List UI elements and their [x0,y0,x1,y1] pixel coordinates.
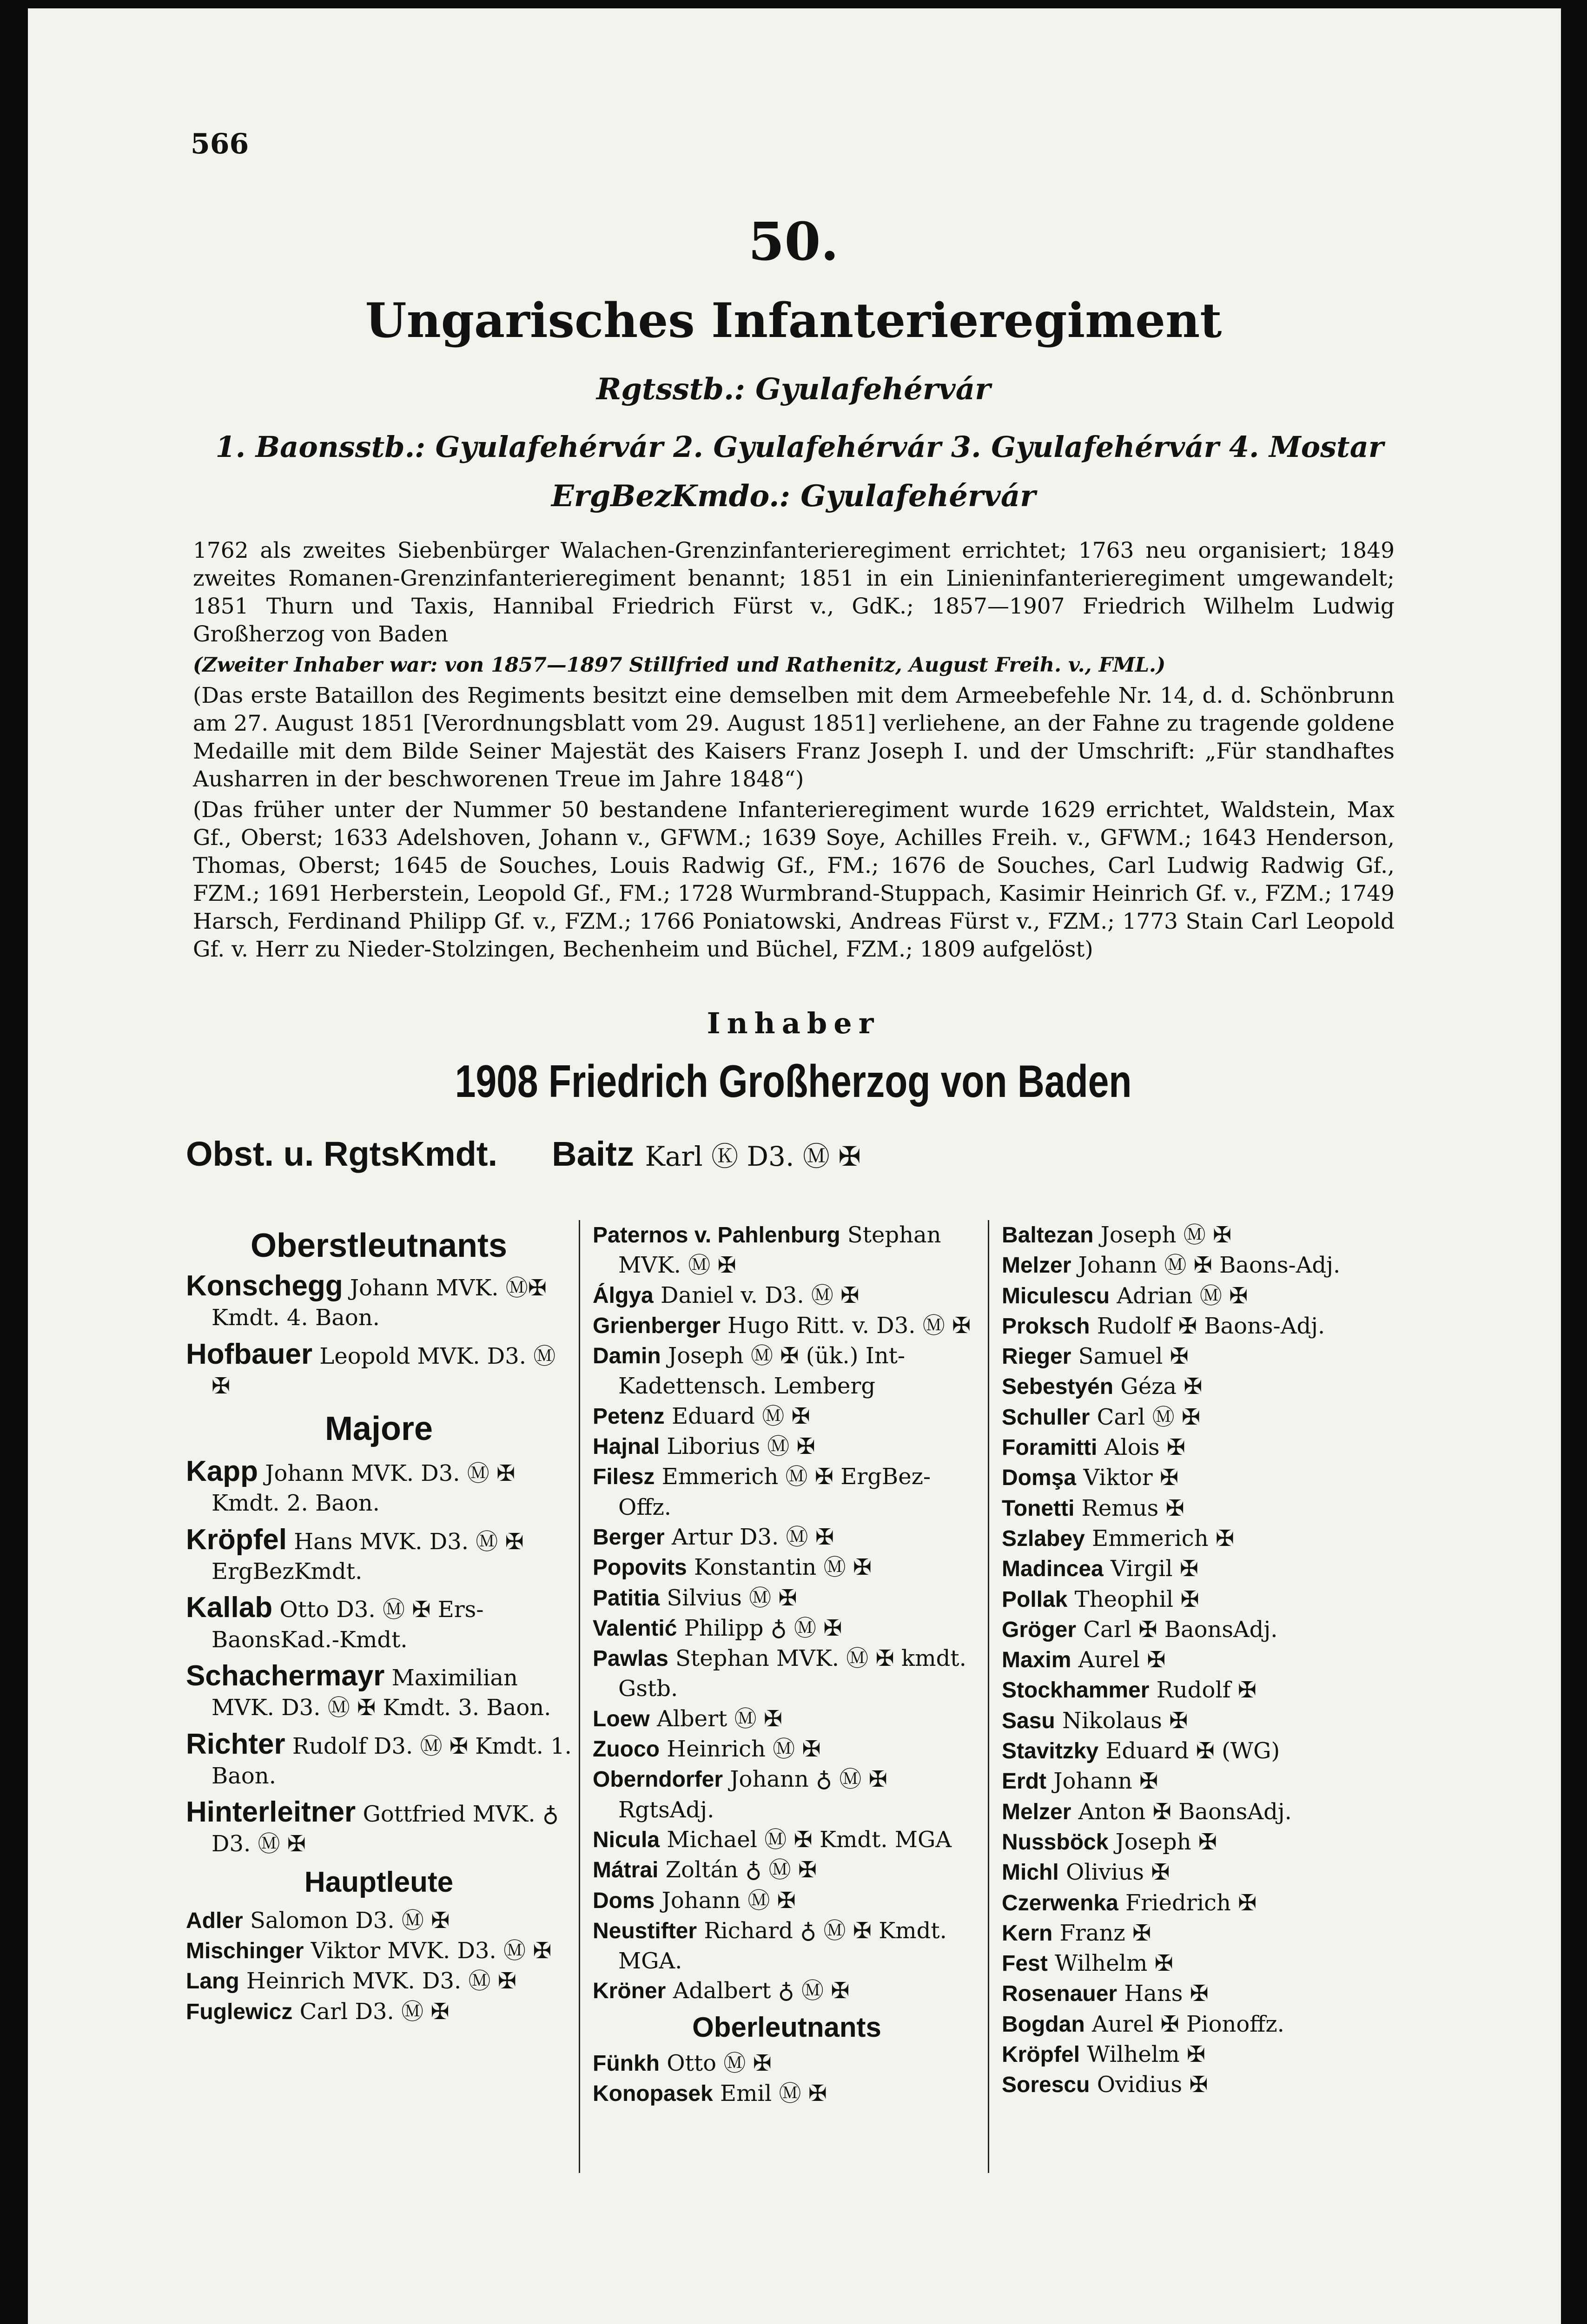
section-heading: Hauptleute [304,1866,454,1898]
list-item: Popovits Konstantin Ⓜ ✠ [593,1554,872,1581]
column-divider [988,1220,989,2173]
list-item: Adler Salomon D3. Ⓜ ✠ [186,1907,450,1934]
staff-line: Rgtsstb.: Gyulafehérvár [596,372,991,407]
list-item: Hajnal Liborius Ⓜ ✠ [593,1433,815,1460]
section-heading: Oberleutnants [692,2011,881,2043]
history-paragraph: 1762 als zweites Siebenbürger Walachen-Grenzinfanterieregiment errichtet; 1763 neu organisiert; 1849 zweites Romanen-Grenzinfanterieregiment benannt; 1851 in ein Linieninfanterieregiment umgewandelt; 1851 Thurn und Taxis, Hannibal Friedrich Fürst v., GdK.; 1857—1907 Friedrich Wilhelm Ludwig Großherzog von Baden [193,538,1395,647]
regiment-number: 50. [748,211,839,272]
list-item: Sorescu Ovidius ✠ [1002,2072,1208,2098]
list-item: Foramitti Alois ✠ [1002,1434,1185,1461]
commander-rank: Obst. u. RgtsKmdt. [186,1135,498,1173]
list-item: Pawlas Stephan MVK. Ⓜ ✠ kmdt. Gstb. [593,1645,966,1702]
list-item: Erdt Johann ✠ [1002,1768,1158,1795]
list-item: Stavitzky Eduard ✠ (WG) [1002,1738,1280,1764]
column-divider [579,1220,580,2173]
column-3 [1002,1220,1397,2100]
list-item: Kapp Johann MVK. D3. Ⓜ ✠ Kmdt. 2. Baon. [186,1455,516,1517]
list-item: Proksch Rudolf ✠ Baons-Adj. [1002,1313,1325,1339]
list-item: Mischinger Viktor MVK. D3. Ⓜ ✠ [186,1938,552,1964]
list-item: Fest Wilhelm ✠ [1002,1950,1173,1977]
page-title: Ungarisches Infanterieregiment [365,293,1222,349]
list-item: Filesz Emmerich Ⓜ ✠ ErgBez-Offz. [593,1464,931,1520]
history-paragraph: (Zweiter Inhaber war: von 1857—1897 Stillfried und Rathenitz, August Freih. v., FML.) [193,654,1166,677]
page-number: 566 [191,128,249,160]
list-item: Paternos v. Pahlenburg Stephan MVK. Ⓜ ✠ [593,1222,941,1279]
list-item: Rosenauer Hans ✠ [1002,1981,1209,2007]
list-item: Hofbauer Leopold MVK. D3. Ⓜ ✠ [186,1338,556,1399]
list-item: Sebestyén Géza ✠ [1002,1373,1203,1400]
list-item: Kröpfel Wilhelm ✠ [1002,2041,1206,2068]
list-item: Fuglewicz Carl D3. Ⓜ ✠ [186,1998,450,2025]
history-paragraph: (Das früher unter der Nummer 50 bestandene Infanterieregiment wurde 1629 errichtet, Waldstein, Max Gf., Oberst; 1633 Adelshoven, Johann v., GFWM.; 1639 Soye, Achilles Freih. v., GFWM.; 1643 Henderson, Thomas, Oberst; 1645 de Souches, Louis Radwig Gf., FM.; 1676 de Souches, Carl Ludwig Radwig Gf., FZM.; 1691 Herberstein, Leopold Gf., FM.; 1728 Wurmbrand-Stuppach, Kasimir Heinrich Gf. v., FZM.; 1749 Harsch, Ferdinand Philipp Gf. v., FZM.; 1766 Poniatowski, Andreas Fürst v., FZM.; 1773 Stain Carl Leopold Gf. v. Herr zu Nieder-Stolzingen, Bechenheim und Büchel, FZM.; 1809 aufgelöst) [193,797,1395,962]
column-2 [593,1220,981,2109]
commander-name: Baitz [552,1135,634,1173]
list-item: Baltezan Joseph Ⓜ ✠ [1002,1222,1232,1248]
column-1 [186,1220,572,2027]
list-item: Loew Albert Ⓜ ✠ [593,1705,783,1732]
battalions-line: 1. Baonsstb.: Gyulafehérvár 2. Gyulafehérvár 3. Gyulafehérvár 4. Mostar [215,430,1384,464]
list-item: Oberndorfer Johann ♁ Ⓜ ✠ RgtsAdj. [593,1766,887,1823]
list-item: Grienberger Hugo Ritt. v. D3. Ⓜ ✠ [593,1312,971,1339]
owner-name: 1908 Friedrich Großherzog von Baden [455,1056,1132,1107]
list-item: Tonetti Remus ✠ [1002,1495,1184,1521]
list-item: Rieger Samuel ✠ [1002,1343,1189,1370]
list-item: Hinterleitner Gottfried MVK. ♁ D3. Ⓜ ✠ [186,1796,559,1857]
list-item: Álgya Daniel v. D3. Ⓜ ✠ [593,1282,860,1308]
list-item: Szlabey Emmerich ✠ [1002,1525,1235,1552]
list-item: Melzer Johann Ⓜ ✠ Baons-Adj. [1002,1252,1341,1279]
list-item: Patitia Silvius Ⓜ ✠ [593,1585,797,1611]
list-item: Kröner Adalbert ♁ Ⓜ ✠ [593,1978,850,2004]
list-item: Gröger Carl ✠ BaonsAdj. [1002,1616,1278,1643]
list-item: Fünkh Otto Ⓜ ✠ [593,2050,772,2076]
list-item: Petenz Eduard Ⓜ ✠ [593,1403,810,1429]
list-item: Pollak Theophil ✠ [1002,1586,1199,1612]
list-item: Michl Olivius ✠ [1002,1859,1170,1886]
list-item: Mátrai Zoltán ♁ Ⓜ ✠ [593,1857,817,1883]
owner-heading: Inhaber [707,1006,880,1040]
list-item: Kern Franz ✠ [1002,1920,1151,1946]
list-item: Kallab Otto D3. Ⓜ ✠ Ers-BaonsKad.-Kmdt. [186,1591,484,1653]
list-item: Doms Johann Ⓜ ✠ [593,1887,796,1914]
list-item: Czerwenka Friedrich ✠ [1002,1889,1257,1916]
list-item: Valentić Philipp ♁ Ⓜ ✠ [593,1615,842,1641]
list-item: Kröpfel Hans MVK. D3. Ⓜ ✠ ErgBezKmdt. [186,1523,524,1585]
owner-line [0,1055,1587,1108]
list-item: Sasu Nikolaus ✠ [1002,1707,1188,1734]
list-item: Madincea Virgil ✠ [1002,1556,1199,1582]
history-paragraph: (Das erste Bataillon des Regiments besitzt eine demselben mit dem Armeebefehle Nr. 14, d. d. Schönbrunn am 27. August 1851 [Verordnungsblatt vom 29. August 1851] verliehene, an der Fahne zu tragende goldene Medaille mit dem Bilde Seiner Majestät des Kaisers Franz Joseph I. und der Umschrift: „Für standhaftes Ausharren in der beschworenen Treue im Jahre 1848“) [193,683,1395,792]
list-item: Melzer Anton ✠ BaonsAdj. [1002,1798,1292,1825]
list-item: Schachermayr Maximilian MVK. D3. Ⓜ ✠ Kmdt. 3. Baon. [186,1659,551,1721]
list-item: Zuoco Heinrich Ⓜ ✠ [593,1736,821,1763]
history-block [193,537,1395,966]
list-item: Lang Heinrich MVK. D3. Ⓜ ✠ [186,1968,517,1994]
commander-details: Karl Ⓚ D3. Ⓜ ✠ [645,1141,861,1172]
list-item: Nicula Michael Ⓜ ✠ Kmdt. MGA [593,1826,952,1853]
list-item: Neustifter Richard ♁ Ⓜ ✠ Kmdt. MGA. [593,1917,947,1974]
list-item: Konopasek Emil Ⓜ ✠ [593,2080,827,2107]
list-item: Domşa Viktor ✠ [1002,1465,1179,1491]
list-item: Berger Artur D3. Ⓜ ✠ [593,1524,834,1550]
erg-line: ErgBezKmdo.: Gyulafehérvár [551,479,1036,514]
list-item: Miculescu Adrian Ⓜ ✠ [1002,1282,1248,1309]
list-item: Konschegg Johann MVK. Ⓜ✠ Kmdt. 4. Baon. [186,1270,547,1331]
list-item: Bogdan Aurel ✠ Pionoffz. [1002,2011,1284,2037]
list-item: Schuller Carl Ⓜ ✠ [1002,1404,1201,1430]
list-item: Maxim Aurel ✠ [1002,1647,1166,1673]
list-item: Richter Rudolf D3. Ⓜ ✠ Kmdt. 1. Baon. [186,1728,572,1789]
section-heading: Majore [324,1410,433,1448]
section-heading: Oberstleutnants [250,1227,508,1264]
list-item: Stockhammer Rudolf ✠ [1002,1677,1257,1703]
commander-line [186,1134,861,1174]
list-item: Nussböck Joseph ✠ [1002,1829,1217,1855]
list-item: Damin Joseph Ⓜ ✠ (ük.) Int-Kadettensch. Lemberg [593,1343,906,1400]
